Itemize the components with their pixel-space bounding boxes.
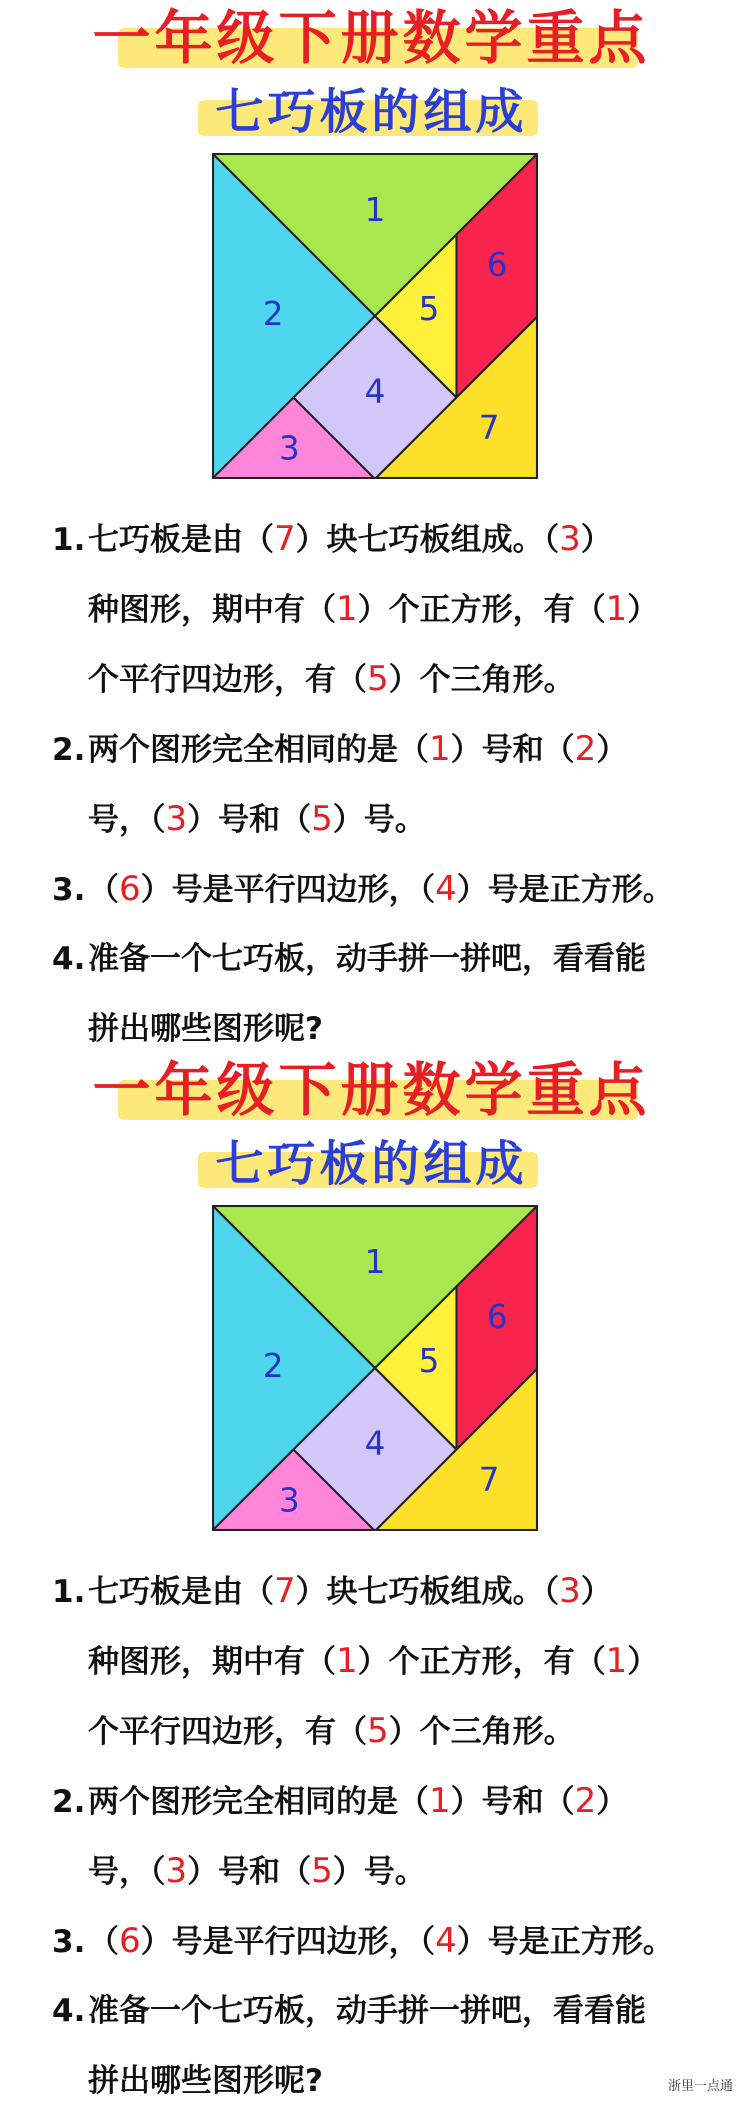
answer: 7 — [274, 1571, 296, 1611]
answer: 6 — [119, 1921, 141, 1961]
answer: 3 — [165, 1851, 188, 1891]
question-1-line-1: 1.七巧板是由（7）块七巧板组成。（3） — [52, 1571, 612, 1611]
answer: 5 — [311, 799, 333, 839]
answer: 1 — [605, 1641, 628, 1681]
tangram-figure-repeat — [212, 1205, 538, 1531]
question-2-line-1: 2.两个图形完全相同的是（1）号和（2） — [52, 1781, 628, 1821]
question-list-repeat — [52, 1556, 722, 2116]
question-4-line-1: 4.准备一个七巧板，动手拼一拼吧，看看能 — [52, 941, 646, 977]
answer: 3 — [559, 1571, 581, 1611]
question-1-line-3: 个平行四边形，有（5）个三角形。 — [88, 1711, 575, 1751]
answer: 1 — [429, 729, 451, 769]
answer: 1 — [605, 589, 628, 629]
question-list — [52, 504, 722, 1064]
page-subtitle: 七巧板的组成 — [215, 84, 528, 140]
piece-label-3: 3 — [279, 1481, 300, 1520]
question-1-line-2: 种图形，期中有（1）个正方形，有（1） — [88, 589, 659, 629]
question-2-line-2: 号，（3）号和（5）号。 — [88, 799, 426, 839]
piece-label-4: 4 — [364, 372, 386, 411]
tangram-figure — [212, 153, 538, 479]
piece-label-6: 6 — [486, 1298, 508, 1337]
question-4-line-1: 4.准备一个七巧板，动手拼一拼吧，看看能 — [52, 1993, 646, 2029]
answer: 1 — [336, 1641, 358, 1681]
question-3-line-1: 3.（6）号是平行四边形，（4）号是正方形。 — [52, 1921, 674, 1961]
piece-label-1: 1 — [364, 191, 386, 230]
piece-label-7: 7 — [478, 1461, 500, 1500]
piece-label-5: 5 — [418, 1341, 440, 1380]
section-2 — [0, 1052, 743, 2102]
piece-label-7: 7 — [478, 409, 500, 448]
answer: 1 — [336, 589, 358, 629]
piece-label-3: 3 — [279, 429, 300, 468]
question-3-line-1: 3.（6）号是平行四边形，（4）号是正方形。 — [52, 869, 674, 909]
answer: 4 — [435, 1921, 457, 1961]
piece-label-6: 6 — [486, 246, 508, 285]
answer: 1 — [429, 1781, 451, 1821]
question-1-line-2: 种图形，期中有（1）个正方形，有（1） — [88, 1641, 659, 1681]
page-title-repeat: 一年级下册数学重点 — [92, 1056, 651, 1124]
question-4-line-2: 拼出哪些图形呢? — [88, 2063, 323, 2099]
answer: 5 — [311, 1851, 333, 1891]
page-subtitle-repeat: 七巧板的组成 — [215, 1136, 528, 1192]
answer: 4 — [435, 869, 457, 909]
section-1 — [0, 0, 743, 1050]
piece-label-5: 5 — [418, 289, 440, 328]
watermark: 浙里一点通 — [667, 2079, 733, 2094]
answer: 5 — [367, 659, 389, 699]
question-1-line-1: 1.七巧板是由（7）块七巧板组成。（3） — [52, 519, 612, 559]
answer: 6 — [119, 869, 141, 909]
piece-label-4: 4 — [364, 1424, 386, 1463]
answer: 3 — [559, 519, 581, 559]
question-2-line-1: 2.两个图形完全相同的是（1）号和（2） — [52, 729, 628, 769]
answer: 3 — [165, 799, 188, 839]
question-1-line-3: 个平行四边形，有（5）个三角形。 — [88, 659, 575, 699]
question-2-line-2: 号，（3）号和（5）号。 — [88, 1851, 426, 1891]
page-title: 一年级下册数学重点 — [92, 4, 651, 72]
question-4-line-2: 拼出哪些图形呢? — [88, 1011, 323, 1047]
piece-label-1: 1 — [364, 1243, 386, 1282]
piece-label-2: 2 — [262, 295, 284, 333]
answer: 5 — [367, 1711, 389, 1751]
answer: 2 — [574, 1781, 597, 1821]
piece-label-2: 2 — [262, 1347, 284, 1385]
answer: 2 — [574, 729, 597, 769]
answer: 7 — [274, 519, 296, 559]
